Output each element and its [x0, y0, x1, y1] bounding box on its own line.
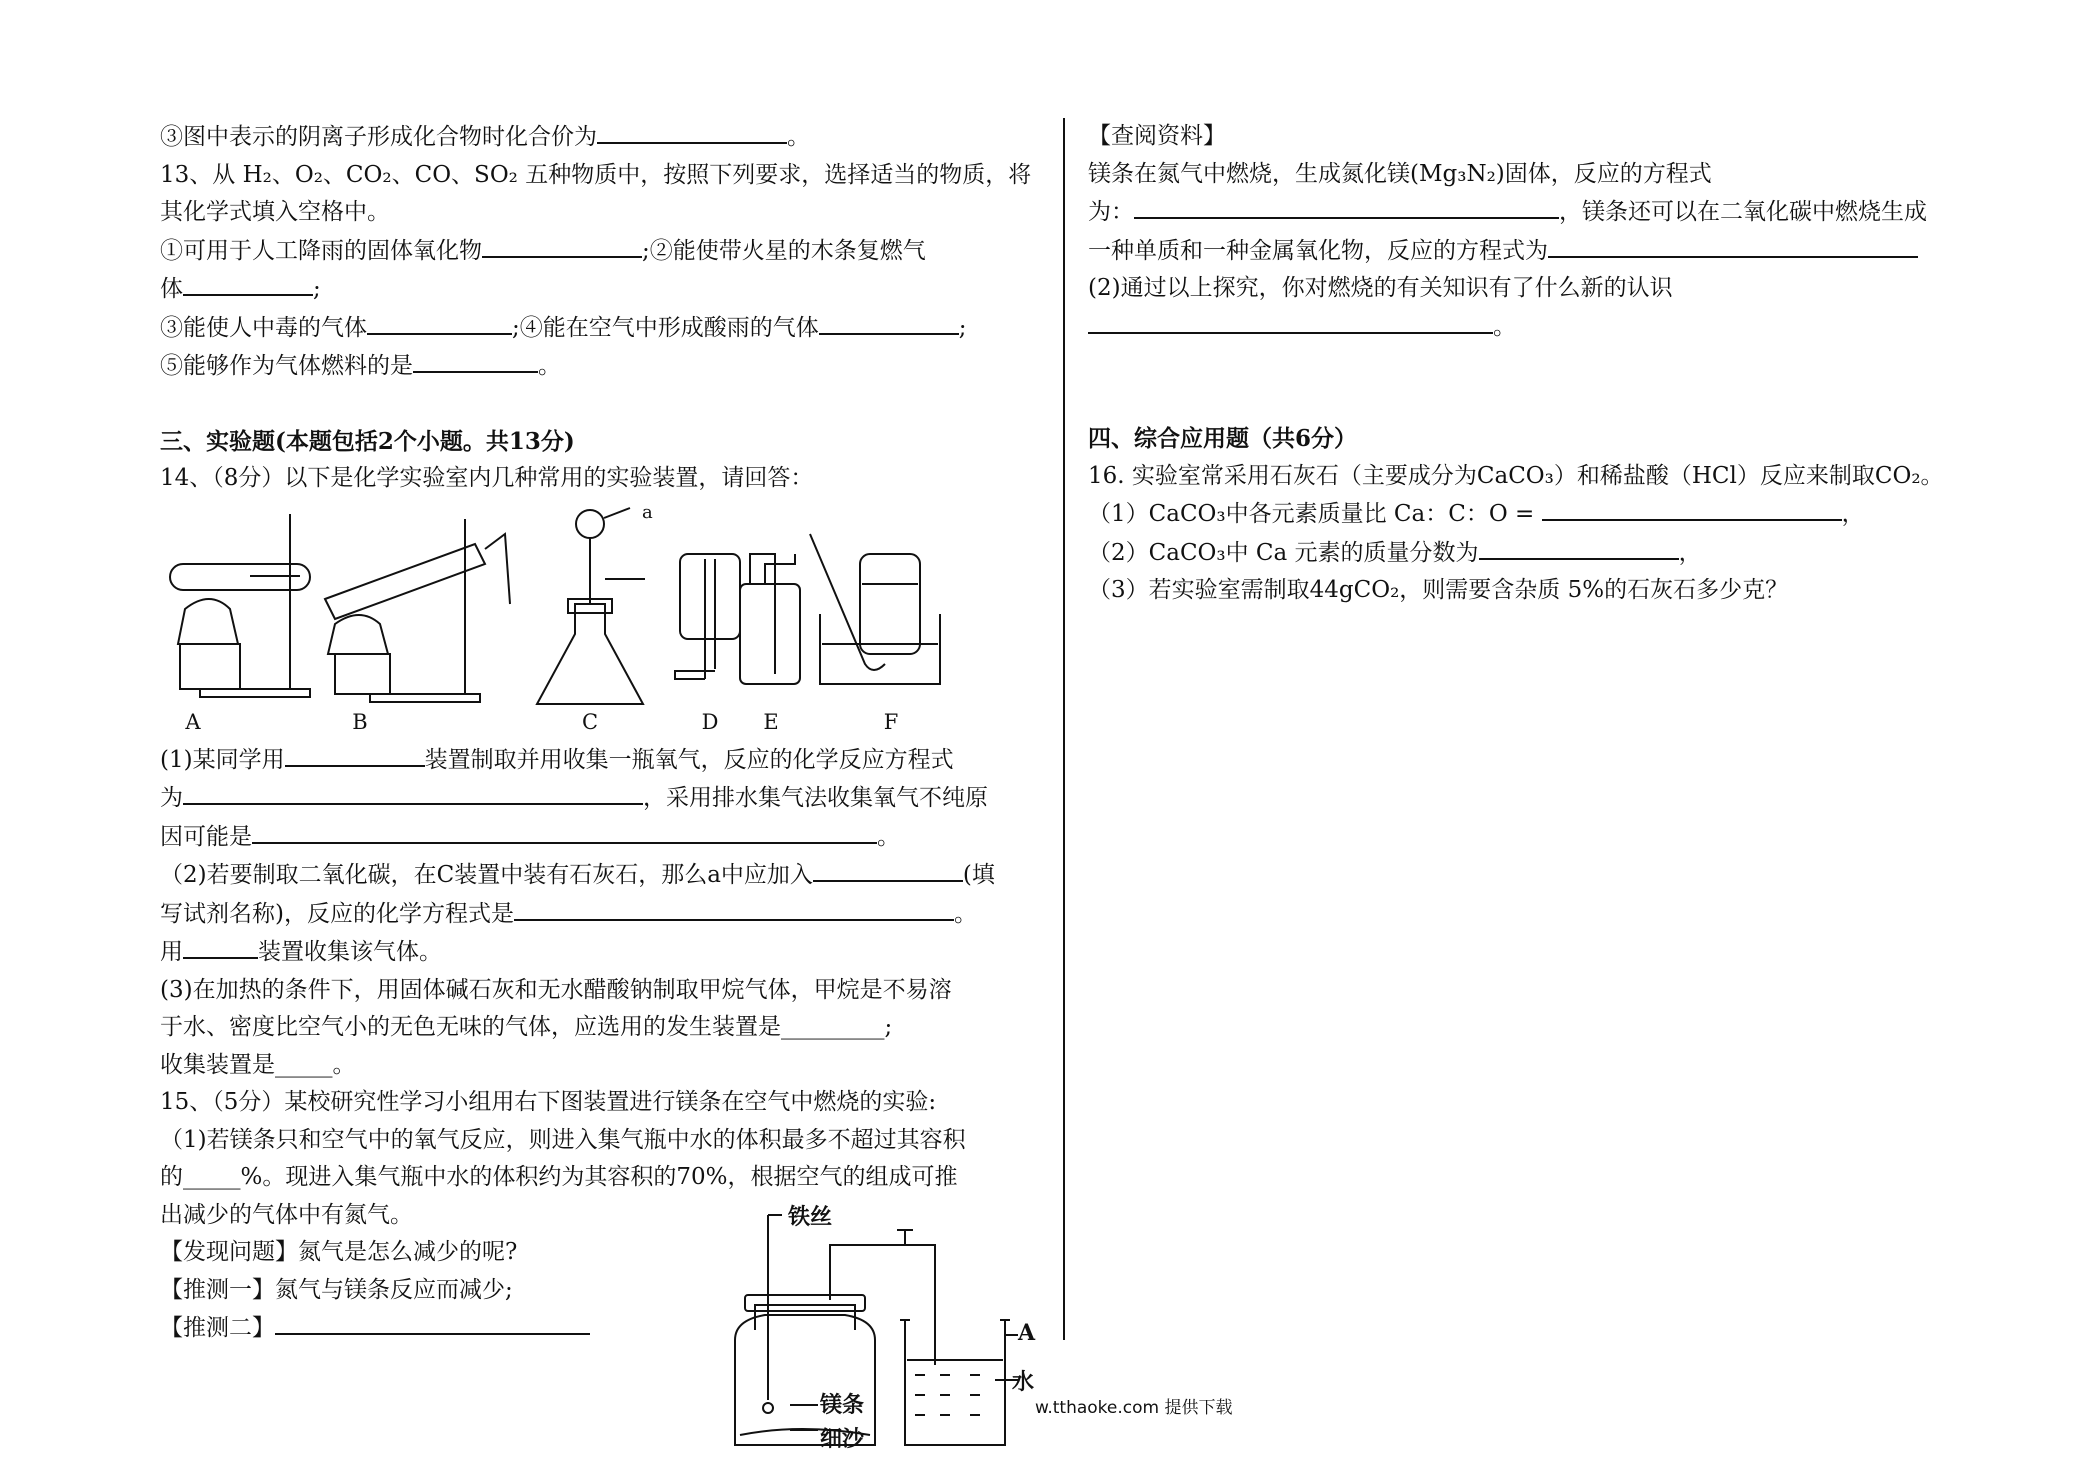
figure-15 — [700, 1200, 1040, 1460]
apparatus-label-d: D — [701, 709, 719, 734]
answer-blank[interactable] — [275, 1309, 590, 1335]
lookup-line1: 镁条在氮气中燃烧，生成氮化镁(Mg₃N₂)固体，反应的方程式 — [1088, 160, 1712, 187]
q15-1-line3: 出减少的气体中有氮气。 — [160, 1201, 413, 1228]
q14-2-line2: 写试剂名称)，反应的化学方程式是 。 — [160, 895, 1040, 934]
q15-guess1: 【推测一】氮气与镁条反应而减少; — [160, 1276, 513, 1303]
lookup-line2: 为： ，镁条还可以在二氧化碳中燃烧生成 — [1088, 193, 1968, 232]
apparatus-label-a: A — [185, 709, 201, 734]
column-divider — [1063, 118, 1065, 1340]
apparatus-mark-a: a — [642, 501, 653, 523]
q13-intro-line2: 其化学式填入空格中。 — [160, 199, 390, 225]
q16-3: （3）若实验室需制取44gCO₂，则需要含杂质 5%的石灰石多少克？ — [1088, 577, 1789, 603]
q13-item5: ⑤能够作为气体燃料的是 。 — [160, 347, 1040, 386]
label-fine-sand: 细沙 — [820, 1426, 865, 1452]
answer-blank[interactable] — [1479, 534, 1679, 560]
q14-3-line2: 于水、密度比空气小的无色无味的气体，应选用的发生装置是_________; — [160, 1014, 893, 1040]
q16-2: （2）CaCO₃中 Ca 元素的质量分数为 ， — [1088, 534, 1968, 573]
q14-2-line1: （2)若要制取二氧化碳，在C装置中装有石灰石，那么a中应加入 (填 — [160, 856, 1040, 895]
answer-blank[interactable] — [1134, 193, 1559, 219]
figure-15-drawing — [700, 1200, 1040, 1460]
q13-item3: ③能使人中毒的气体 ;④能在空气中形成酸雨的气体 ; — [160, 309, 1040, 348]
q14-3-line3: 收集装置是_____。 — [160, 1051, 356, 1078]
section-3-heading: 三、实验题(本题包括2个小题。共13分) — [160, 427, 575, 455]
q13-item1: ①可用于人工降雨的固体氧化物 ;②能使带火星的木条复燃气 — [160, 232, 1040, 271]
q15-2: (2)通过以上探究，你对燃烧的有关知识有了什么新的认识 — [1088, 275, 1673, 301]
lookup-line3: 一种单质和一种金属氧化物，反应的方程式为 — [1088, 232, 1968, 271]
apparatus-label-e: E — [763, 709, 779, 734]
answer-blank[interactable] — [183, 933, 258, 959]
q16-intro: 16. 实验室常采用石灰石（主要成分为CaCO₃）和稀盐酸（HCl）反应来制取CO₂。 — [1088, 462, 1944, 489]
q14-1-line1: (1)某同学用 装置制取并用收集一瓶氧气，反应的化学反应方程式 — [160, 741, 1040, 780]
q15-find-problem: 【发现问题】氮气是怎么减少的呢? — [160, 1239, 518, 1265]
answer-blank[interactable] — [819, 309, 959, 335]
answer-blank[interactable] — [1548, 232, 1918, 258]
q14-1-line3: 因可能是 。 — [160, 818, 1040, 857]
answer-blank[interactable] — [597, 118, 787, 144]
q12-part3: ③图中表示的阴离子形成化合物时化合价为 。 — [160, 118, 1040, 157]
apparatus-figure — [160, 501, 1020, 739]
answer-blank[interactable] — [252, 818, 877, 844]
apparatus-label-b: B — [352, 709, 368, 734]
lookup-heading: 【查阅资料】 — [1088, 123, 1226, 149]
q13-item2-cont: 体 ; — [160, 270, 1040, 309]
apparatus-d — [675, 554, 740, 679]
q16-1: （1）CaCO₃中各元素质量比 Ca：C：O = ， — [1088, 495, 1968, 534]
q14-2-line3: 用 装置收集该气体。 — [160, 933, 1040, 972]
label-water: 水 — [1012, 1369, 1035, 1395]
answer-blank[interactable] — [482, 232, 642, 258]
left-column — [160, 118, 1040, 1348]
q13-intro-line1: 13、从 H₂、O₂、CO₂、CO、SO₂ 五种物质中，按照下列要求，选择适当的物质，将 — [160, 161, 1032, 188]
label-mark-a: A — [1018, 1320, 1036, 1346]
q14-3-line1: (3)在加热的条件下，用固体碱石灰和无水醋酸钠制取甲烷气体，甲烷是不易溶 — [160, 976, 952, 1003]
apparatus-label-f: F — [883, 709, 899, 734]
q14-1-line2: 为 ，采用排水集气法收集氧气不纯原 — [160, 779, 1040, 818]
right-column — [1088, 118, 1968, 610]
label-iron-wire: 铁丝 — [788, 1204, 833, 1230]
answer-blank[interactable] — [183, 270, 313, 296]
footer-source: w.tthaoke.com 提供下载 — [1035, 1398, 1233, 1418]
answer-blank[interactable] — [1088, 308, 1493, 334]
q15-2-answer: 。 — [1088, 308, 1968, 347]
answer-blank[interactable] — [1542, 495, 1842, 521]
answer-blank[interactable] — [367, 309, 512, 335]
q15-1-line1: （1)若镁条只和空气中的氧气反应，则进入集气瓶中水的体积最多不超过其容积 — [160, 1126, 966, 1153]
answer-blank[interactable] — [285, 741, 425, 767]
section-4-heading: 四、综合应用题（共6分） — [1088, 425, 1358, 452]
q15-1-line2: 的_____%。现进入集气瓶中水的体积约为其容积的70%，根据空气的组成可推 — [160, 1164, 958, 1190]
apparatus-c — [537, 508, 645, 704]
apparatus-f — [810, 534, 940, 684]
apparatus-b — [325, 519, 510, 702]
answer-blank[interactable] — [413, 347, 538, 373]
q15-guess2: 【推测二】 — [160, 1309, 1040, 1348]
label-magnesium-ribbon: 镁条 — [820, 1392, 865, 1418]
apparatus-label-c: C — [581, 709, 599, 734]
apparatus-a — [170, 514, 310, 697]
q14-intro: 14、（8分）以下是化学实验室内几种常用的实验装置，请回答： — [160, 465, 814, 491]
answer-blank[interactable] — [813, 856, 963, 882]
answer-blank[interactable] — [514, 895, 954, 921]
apparatus-e — [740, 554, 800, 684]
q15-intro: 15、（5分）某校研究性学习小组用右下图装置进行镁条在空气中燃烧的实验: — [160, 1089, 937, 1115]
answer-blank[interactable] — [183, 779, 643, 805]
